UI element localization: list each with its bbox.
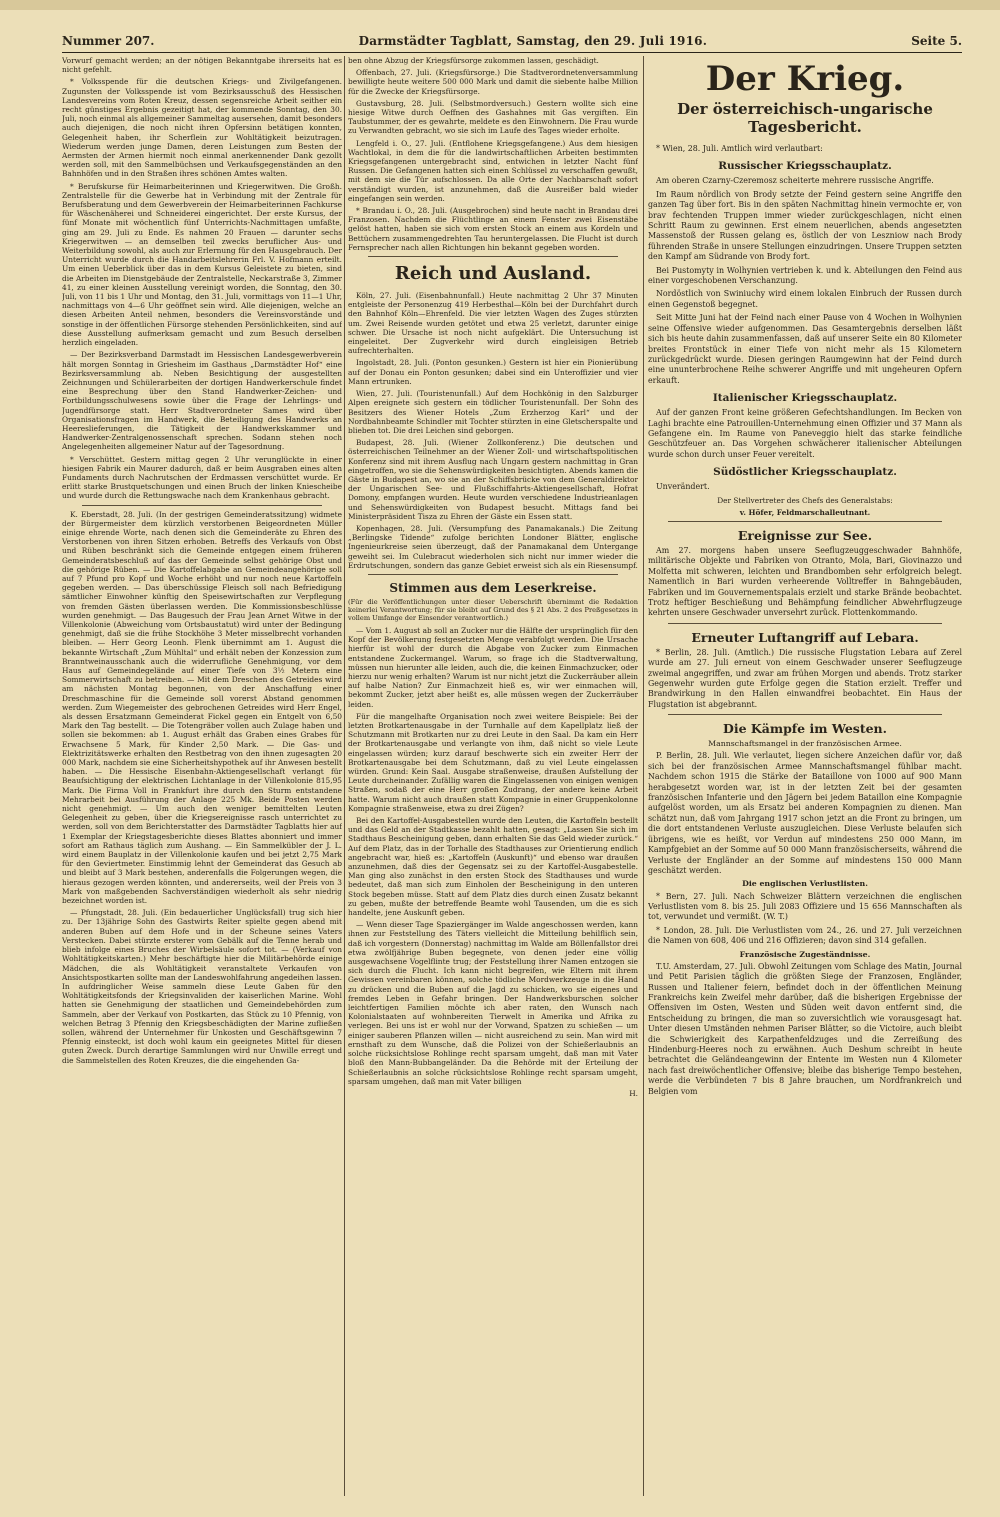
section-headline-leserkreise: Stimmen aus dem Leserkreise. [389, 580, 597, 595]
report-paragraph: Auf der ganzen Front keine größeren Gefechtshandlungen. Im Becken von Laghi brachte eine Patrouillen-Unternehmung einen Offizier und 37 Mann als Gefangene ein. Im Raume von Paneveggio hielt das starke feindliche Geschützfeuer an. Das Vorgehen schwächerer italienischer Abteilungen wurde schon durch unser Feuer vereitelt. [648, 408, 962, 459]
divider [668, 521, 942, 522]
report-paragraph: T.U. Amsterdam, 27. Juli. Obwohl Zeitungen vom Schlage des Matin, Journal und Petit Parisien täglich die größten Siege der Franzosen, Engländer, Russen und Italiener feiern, befindet doch in der öffentlichen Meinung Frankreichs kein Zweifel mehr darüber, daß die bisherigen Ergebnisse der Offensiven im Osten, Westen und Süden weit davon entfernt sind, die Entscheidung zu bringen, die man so zuversichtlich wie vorausgesagt hat. Unter diesen Umständen nehmen Pariser Blätter, so die Victoire, auch bleibt die Schwierigkeit des Karpathenfeldzuges und die Zerreißung des Hindenburg-Heeres noch zu erwähnen. Auch Deshum schreibt in heute betrachtet die Geländeangewinn der Entente im Westen nun 4 Kilometer nach fast dreiwöchentlicher Offensive; bleibe das bisherige Tempo bestehen, werde die Verbündeten 7 bis 8 Jahre brauchen, um Nordfrankreich und Belgien vom [648, 961, 962, 1096]
report-paragraph: Am 27. morgens haben unsere Seeflugzeuggeschwader Bahnhöfe, militärische Objekte und Fabriken von Otranto, Mola, Bari, Giovinazzo und Molfetta mit schweren, leichten und Brandbomben sehr erfolgreich belegt. Namentlich in Bari wurden verheerende Volltreffer in Bahngebäuden, Fabriken und im Gouvernementspalais erzielt und starke Brände beobachtet. Trotz heftiger Beschießung und Behämpfung feindlicher Abwehrflugzeuge kehrten unsere Geschwader unversehrt zurück. Flottenkommando. [648, 545, 962, 618]
article-text: Vorwurf gemacht werden; an der nötigen Bekanntgabe ihrerseits hat es nicht gefehlt. [62, 56, 342, 75]
letter-signature: H. [629, 1088, 638, 1098]
divider [368, 256, 618, 257]
letter-spaziergaenger: — Wenn dieser Tage Spaziergänger im Walde angeschossen werden, kann ihnen zur Feststellung des Täters vielleicht die Mitteilung behilflich sein, daß ich vorgestern (Donnerstag) nachmittag im Walde am Böllenfallstor drei etwa zwölfjährige Buben begegnete, von denen jeder eine völlig ausgewachsene Vogelflinte trug; der Feststellung ihrer Namen entzogen sie sich durch die Flucht. Ich kann nicht begreifen, wie Eltern mit ihrem Gewissen vereinbaren können, solche tödliche Mordwerkzeuge in die Hand zu drücken und die Buben auf die Jagd zu schicken, wo sie eigenes und fremdes Leben in Gefahr bringen. Der Handwerksburschen solcher leichtfertigen Familien möchte ich aber raten, den Wunsch nach Kolonialstaaten auf wohnbereiten Tierwelt in Amerika und Afrika zu verlegen. Bei uns ist er wohl nur der Vorwand, Spatzen zu schießen — um einiger sauberen Pflanzen willen — nicht ausreichend zu sein. Man wird mit ernsthaft zu dem Wunsche, daß die Polizei von der Schießerlaubnis an solche rücksichtslose Rohlinge recht sparsam umgeht, daß man mit Vater bloß den Mann-Bubbangeländer. Da die Behörde mit der Erteilung der Schießerlaubnis an solche rücksichtslose Rohlinge recht sparsam umgeht, sparsam umgehen, daß man mit Vater billigen [348, 920, 638, 1086]
report-paragraph: P. Berlin, 28. Juli. Wie verlautet, liegen sichere Anzeichen dafür vor, daß sich bei der französischen Armee Mannschaftsmangel fühlbar macht. Nachdem schon 1915 die Stärke der Bataillone von 1000 auf 900 Mann herabgesetzt worden war, ist in der letzten Zeit bei der gesamten französischen Infanterie und den Jägern bei jedem Bataillon eine Kompagnie aufgelöst worden, um als Ersatz bei anderen Kompagnien zu dienen. Man schätzt nun, daß vom Jahrgang 1917 schon jetzt an die Front zu bringen, um die dort entstandenen Verluste auszugleichen. Diese Verluste belaufen sich übrigens, wie es heißt, vor Verdun auf mindestens 250 000 Mann, im Kampfgebiet an der Somme auf 50 000 Mann französischerseits, während die Verluste der Engländer an der Somme auf mindestens 150 000 Mann geschätzt werden. [648, 751, 962, 875]
report-paragraph: Am oberen Czarny-Czeremosz scheiterte mehrere russische Angriffe. [656, 176, 934, 186]
subheadline-tagesbericht: Der österreichisch-ungarische Tagesbericht. [677, 100, 933, 136]
section-russischer: Russischer Kriegsschauplatz. [718, 160, 892, 173]
divider [82, 505, 322, 506]
editorial-note: (Für die Veröffentlichungen unter dieser Ueberschrift übernimmt die Redaktion keinerlei Verantwortung; für sie bleibt auf Grund des § 21 Abs. 2 des Preßgesetzes in vollem Umfange der Einsender verantwortlich.) [348, 597, 638, 622]
page-header [62, 30, 962, 53]
article-lengfeld: Lengfeld i. O., 27. Juli. (Entflohene Kriegsgefangene.) Aus dem hiesigen Wachtlokal, in dem die für die landwirtschaftlichen Arbeiten bestimmten Kriegsgefangenen untergebracht sind, entwichen in letzter Nacht fünf Russen. Die Gefangenen hatten sich einen Schlüssel zu verschaffen gewußt, mit dem sie die Tür aufschlossen. Da alle Orte der Nachbarschaft sofort verständigt wurden, ist anzunehmen, daß die Ausreißer bald wieder eingefangen sein werden. [348, 138, 638, 203]
article-eberstadt: K. Eberstadt, 28. Juli. (In der gestrigen Gemeinderatssitzung) widmete der Bürgermeister dem kürzlich verstorbenen Beigeordneten Müller einige ehrende Worte, nach denen sich die Gemeinderäte zu Ehren des Verstorbenen von ihren Sitzen erhoben. Betreffs des Verkaufs von Obst und Rüben beschränkt sich die Gemeinde entgegen einem früheren Gemeinderatsbeschluß auf das der Gemeinde selbst gehörige Obst und die gehörige Rüben. — Die Kartoffelabgabe an Gemeindeangehörige soll auf 7 Pfund pro Kopf und Woche erhöht und nur noch neue Kartoffeln gegeben werden. — Das überschüssige Fleisch soll nach Befriedigung sämtlicher Einwohner künftig den Speisewirtschaften zur Verpflegung von fremden Gästen überlassen werden. Die Kommissionsbeschlüsse wurden genehmigt. — Das Baugesuch der Frau Jean Arnet Witwe in der Villenkolonie (Abweichung vom Ortsbaustatut) wird unter der Bedingung genehmigt, daß sie die frühe Stockhöhe 3 Meter misselbrecht vorhanden bleiben. — Herr Georg Leonh. Flenk übernimmt am 1. August die bekannte Wirtschaft „Zum Mühltal“ und erhält neben der Konzession zum Branntweinausschank auch die widerrufliche Genehmigung, vor dem Haus auf Gemeindegelände auf einer Tiefe von 3½ Metern eine Sommerwirtschaft zu betreiben. — Mit dem Dreschen des Getreides wird am nächsten Montag begonnen, von der Anschaffung einer Dreschmaschine für die Gemeinde soll vorerst Abstand genommen werden. Zum Wiegemeister des gebrochenen Getreides wird Herr Engel, als dessen Ersatzmann Gemeinderat Fickel gegen ein Entgelt von 6,50 Mark den Tag bestellt. — Die Totengräber vollen auch Zulage haben und sollen sie bekommen: ab 1. August erhält das Graben eines Grabes für Erwachsene 5 Mark, für Kinder 2,50 Mark. — Die Gas- und Elektrizitätswerke erhalten den Restbetrag von den ihnen zugesagten 20 000 Mark, nachdem sie eine Sicherheitshypothek auf ihr Anwesen bestellt haben. — Die Hessische Eisenbahn-Aktiengesellschaft verlangt für Beaufsichtigung der elektrischen Lichtanlage in der Villenkolonie 815,95 Mark. Die Firma Voll in Frankfurt ihre durch den Sturm entstandene Mehrarbeit bei Ausführung der Anlage 225 Mk. Beide Posten werden nicht genehmigt. — Um auch den weniger bemittelten Leuten Gelegenheit zu geben, über die Kriegsereignisse rasch unterrichtet zu werden, soll von dem Berichterstatter des Darmstädter Tagblatts hier auf 1 Exemplar der Kriegstagesberichte dieses Blattes abonniert und immer sofort am Rathaus täglich zum Aushang. — Ein Sammelkübler der J. L. wird einem Bauplatz in der Villenkolonie kaufen und bei jetzt 2,75 Mark für den Geviertmeter. Einstimmig lehnt der Gemeinderat das Gesuch ab und bleibt auf 3 Mark bestehen, anderenfalls die Folgerungen wegen, die hieraus gezogen werden könnten, und andererseits, weil der Preis von 3 Mark von maßgebenden Sachverständigen wiederholt als sehr niedrig bezeichnet worden ist. [62, 509, 342, 906]
article-koeln: Köln, 27. Juli. (Eisenbahnunfall.) Heute nachmittag 2 Uhr 37 Minuten entgleiste der Personenzug 419 Herbesthal—Köln bei der Durchfahrt durch den Bahnhof Köln—Ehrenfeld. Die vier letzten Wagen des Zuges stürzten um. Zwei Reisende wurden getötet und etwa 25 verletzt, darunter einige schwer. Die Ursache ist noch nicht aufgeklärt. Die Untersuchung ist eingeleitet. Der Zugverkehr wird durch eingleisigen Betrieb aufrechterhalten. [348, 291, 638, 356]
article-budapest: Budapest, 28. Juli. (Wiener Zollkonferenz.) Die deutschen und österreichischen Teilnehmer an der Wiener Zoll- und wirtschaftspolitischen Konferenz sind mit ihrem Ausflug nach Ungarn gestern nachmittag in Gran eingetroffen, wo sie die Sehenswürdigkeiten besichtigten. Abends kamen die Gäste in Budapest an, wo sie an der Schiffsbrücke von dem Generaldirektor der Ungarischen See- und Flußschiffahrts-Aktiengesellschaft, Hofrat Domony, empfangen wurden. Heute wurden verschiedene Industrieanlagen und Sehenswürdigkeiten von Budapest besucht. Mittags fand bei Ministerpräsident Tisza zu Ehren der Gäste ein Essen statt. [348, 438, 638, 521]
column-left [62, 56, 342, 1496]
article-verschuettet: * Verschüttet. Gestern mittag gegen 2 Uhr verunglückte in einer hiesigen Fabrik ein Maurer dadurch, daß er beim Ausgraben eines alten Fundaments durch Nachrutschen der Erdmassen verschüttet wurde. Er erlitt starke Brustquetschungen und einen Bruch der linken Kniescheibe und wurde durch die Rettungswache nach dem Krankenhaus gebracht. [62, 454, 342, 501]
report-paragraph: Unverändert. [656, 482, 710, 492]
section-italienischer: Italienischer Kriegsschauplatz. [712, 392, 898, 405]
article-pfungstadt: — Pfungstadt, 28. Juli. (Ein bedauerlicher Unglücksfall) trug sich hier zu. Der 13jährige Sohn des Gastwirts Reiter spielte gegen abend mit anderen Buben auf dem Hofe und in der Scheune seines Vaters Verstecken. Dabei stürzte ersterer vom Gebälk auf die Tenne herab und blieb infolge eines Bruches der Wirbelsäule sofort tot. — (Verkauf von Wohltätigkeitskarten.) Mehr beschäftigte hier die Militärbehörde einige Mädchen, die als Wohltätigkeit veranstaltete Verkaufen von Ansichtspostkarten sollte man der Landeswohlfahrung angedeihen lassen. In aufdringlicher Weise sammeln diese Leute Gaben für den Wohltätigkeitsfonds der Kriegsinvaliden der kaiserlichen Marine. Wohl hatten sie Genehmigung der staatlichen und Gemeindebehörden zum Sammeln, aber der Verkauf von Postkarten, das Stück zu 10 Pfennig, von welchen Betrag 3 Pfennig den Kriegsbeschädigten der Marine zufließen sollen, während der Unternehmer für Unkosten und Geschäftsgewinn 7 Pfennig einsteckt, ist doch wohl kaum ein geeignetes Mittel für diesen guten Zweck. Durch derartige Sammlungen wird nur Unwille erregt und die Sammelstellen des Roten Kreuzes, die die eingehenden Ga- [62, 908, 342, 1065]
divider [668, 623, 942, 624]
section-headline-reich: Reich und Ausland. [394, 263, 592, 285]
divider [368, 574, 618, 575]
section-suedoestlicher: Südöstlicher Kriegsschauplatz. [713, 466, 897, 479]
letter-zucker: — Vom 1. August ab soll an Zucker nur die Hälfte der ursprünglich für den Kopf der Bevölkerung festgesetzten Menge verabfolgt werden. Die Ursache hierfür ist wohl der durch die Abgabe von Zucker zum Einmachen entstandene Zuckermangel. Warum, so frage ich die Stadtverwaltung, müssen nun hierunter alle leiden, auch die, die keinen Einmachzucker, oder hierzu nur wenig erhalten? Warum ist nur nicht jetzt die Zuckerräuber allein auf halbe Nation? Zur Einmachzeit hieß es, wir wer einmachen will, bekommt Zucker, jetzt aber heißt es, alle müssen wegen der Zuckerräuber leiden. [348, 625, 638, 709]
article-berufskurse: * Berufskurse für Heimarbeiterinnen und Kriegerwitwen. Die Großh. Zentralstelle für die Gewerbe hat in Verbindung mit der Zentrale für Berufsberatung und dem Gewerbverein der Heimarbeiterinnen Fachkurse für Wäschenäherei und Schneiderei eingerichtet. Der erste Kursus, der fünf Monate mit wöchentlich fünf Unterrichts-Nachmittagen umfaßte, ging am 29. Juli zu Ende. Es nahmen 20 Frauen — darunter sechs Kriegerwitwen — an demselben teil zwecks beruflicher Aus- und Weiterbildung sowohl, als auch zur Erlernung für den Hausgebrauch. Der Unterricht wurde durch die Handarbeitslehrerin Frl. V. Hofmann erteilt. Um einen Ueberblick über das in dem Kursus Geleistete zu bieten, sind die Arbeiten im Dienstgebäude der Zentralstelle, Neckarstraße 3, Zimmer 41, zu einer kleinen Ausstellung vereinigt worden, die Sonntag, den 30. Juli, von 11 bis 1 Uhr und Montag, den 31. Juli, vormittags von 11—1 Uhr, nachmittags von 4—6 Uhr geöffnet sein wird. Alle diejenigen, welche an diesen Arbeiten Anteil nehmen, besonders die Vereinsvorstände und sonstige in der öffentlichen Fürsorge stehenden Persönlichkeiten, sind auf diese Ausstellung aufmerksam gemacht und zum Besuch derselben herzlich eingeladen. [62, 181, 342, 348]
section-see: Ereignisse zur See. [737, 527, 873, 543]
report-paragraph: Bei Pustomyty in Wolhynien vertrieben k. und k. Abteilungen den Feind aus einer vorgeschobenen Verschanzung. [648, 265, 962, 286]
section-westen: Die Kämpfe im Westen. [722, 721, 887, 737]
report-paragraph: * London, 28. Juli. Die Verlustlisten vom 24., 26. und 27. Juli verzeichnen die Namen von 608, 406 und 216 Offizieren; davon sind 314 gefallen. [648, 925, 962, 946]
report-paragraph: Nordöstlich von Swiniuchy wird einem lokalen Einbruch der Russen durch einen Gegenstoß begegnet. [648, 289, 962, 309]
page-top-edge [0, 0, 1000, 10]
article-volksspende: * Volksspende für die deutschen Kriegs- und Zivilgefangenen. Zugunsten der Volksspende ist vom Bezirksausschuß des Hessischen Landesvereins vom Roten Kreuz, dessen segensreiche Arbeit seither ein recht günstiges Ergebnis gezeitigt hat, der kommende Sonntag, den 30. Juli, noch einmal als allgemeiner Sammeltag ausersehen, damit besonders auch diejenigen, die noch nicht ihren Opfersinn betätigen konnten, Gelegenheit haben, ihr Scherflein zur Wohltätigkeit beizutragen. Wiederum werden junge Damen, deren Leistungen zum Besten der Aermsten der Armen hiermit noch einmal anerkennender Dank gezollt werden soll, mit den Sammelbüchsen und Verkaufsgegenständen an den Bahnhöfen und in den Straßen ihres schönen Amtes walten. [62, 77, 342, 179]
page-number: Seite 5. [911, 34, 962, 48]
article-wien: Wien, 27. Juli. (Touristenunfall.) Auf dem Hochkönig in den Salzburger Alpen ereignete sich gestern ein tödlicher Touristenunfall. Der Sohn des Besitzers des Wiener Hotels „Zum Erzherzog Karl“ und der Nordbahnbeamte Schindler mit Tochter stürzten in eine Gletscherspalte und blieben tot. Die drei Leichen sind geborgen. [348, 389, 638, 435]
article-offenbach: Offenbach, 27. Juli. (Kriegsfürsorge.) Die Stadtverordnetenversammlung bewilligte heute weitere 500 000 Mark und damit die siebente halbe Million für die Zwecke der Kriegsfürsorge. [348, 68, 638, 96]
section-verlustlisten: Die englischen Verlustlisten. [742, 879, 868, 889]
section-zugestaendnisse: Französische Zugeständnisse. [739, 949, 871, 959]
article-kopenhagen: Kopenhagen, 28. Juli. (Versumpfung des Panamakanals.) Die Zeitung „Berlingske Tidende“ zufolge berichten Londoner Blätter, englische Ingenieurkreise seien überzeugt, daß der Panamakanal dem Untergange geweiht sei. Im Culebracut wiederholen sich nicht nur immer wieder die Erdrutschungen, sondern das ganze Gebiet erweist sich als ein Riesensumpf. [348, 523, 638, 570]
article-gustavsburg: Gustavsburg, 28. Juli. (Selbstmordversuch.) Gestern wollte sich eine hiesige Witwe durch Oeffnen des Gashahnes mit Gas vergiften. Ein Taubstummer, der es gewahrte, meldete es den Einwohnern. Die Frau wurde zu Verwandten gebracht, wo sie sich im Laufe des Tages wieder erholte. [348, 98, 638, 136]
issue-number: Nummer 207. [62, 34, 155, 48]
letter-organisation: Für die mangelhafte Organisation noch zwei weitere Beispiele: Bei der letzten Brotkartenausgabe in der Turnhalle auf dem Kapellplatz ließ der Schutzmann mit Brotkarten nur zu drei Leute in den Saal. Da kam ein Herr der Brotkartenausgabe und verlangte von ihm, daß nicht so viele Leute eingelassen würden; kurz darauf beschwerte sich ein zweiter Herr der Brotkartenausgabe bei dem Schutzmann, daß zu viel Leute eingelassen würden. Grund: Kein Saal. Ausgabe straßenweise, draußen Aufstellung der Leute durcheinander. Zufällig waren die Eingelassenen von einigen wenigen Straßen, sodaß der eine Herr großen Zudrang, der andere keine Arbeit hatte. Warum nicht auch draußen statt Kompagnie in einer Gruppenkolonne Kompagnie straßenweise, etwa zu drei Zügen? [348, 711, 638, 813]
column-rule-2 [643, 56, 644, 1496]
report-paragraph: * Berlin, 28. Juli. (Amtlich.) Die russische Flugstation Lebara auf Zerel wurde am 27. Juli erneut von einem Geschwader unserer Seeflugzeuge zweimal angegriffen, und zwar am frühen Morgen und abends. Trotz starker Gegenwehr wurden gute Erfolge gegen die Station erzielt. Treffer und Brandwirkung in den Hallen einwandfrei beobachtet. Ein Haus der Flugstation ist abgebrannt. [648, 647, 962, 709]
signature-line-2: v. Höfer, Feldmarschalleutnant. [739, 507, 871, 517]
headline-der-krieg: Der Krieg. [705, 59, 905, 99]
article-brandau: * Brandau i. O., 28. Juli. (Ausgebrochen) sind heute nacht in Brandau drei Franzosen. Nachdem die Flüchtlinge an einem Fenster zwei Eisenstäbe gelöst hatten, haben sie sich vom ersten Stock an einem aus Kordeln und Bettüchern zusammengedrehten Tau heruntergelassen. Die Flucht ist durch Fernsprecher nach allen Richtungen hin bekannt gegeben worden. [348, 206, 638, 252]
divider [668, 714, 942, 715]
report-paragraph: Im Raum nördlich von Brody setzte der Feind gestern seine Angriffe den ganzen Tag über fort. Bis in den späten Nachmittag hinein vermochte er, von brav fechtenden Truppen immer wieder zurückgeschlagen, nicht einen Schritt Raum zu gewinnen. Erst einem neuerlichen, abends angesetzten Massenstoß der Russen gelang es, östlich der von Leszniow nach Brody führenden Straße in unsere Stellungen einzudringen. Unsere Truppen setzten den Kampf am Südrande von Brody fort. [648, 189, 962, 262]
signature-line-1: Der Stellvertreter des Chefs des Generalstabs: [717, 495, 893, 505]
column-middle [348, 56, 638, 1496]
letter-kartoffel: Bei den Kartoffel-Ausgabestellen wurde den Leuten, die Kartoffeln bestellt und das Geld an der Stadtkasse bezahlt hatten, gesagt: „Lassen Sie sich im Stadthaus Bescheinigung geben, dann erhalten Sie das Geld wieder zurück.“ Auf dem Platz, das in der Torhalle des Stadthauses zur Orientierung endlich angebracht war, hieß es: „Kartoffeln (Auskunft)“ und ebenso war draußen anzunehmen, daß dies der Gegensatz sei zu der Kartoffel-Ausgabestelle. Man ging also zunächst in den ersten Stock des Stadthauses und wurde bedeutet, daß man sich zum Einholen der Bescheinigung in den unteren Stock begeben müsse. Statt auf dem Platz dies durch einen Zusatz bekannt zu geben, mußte der betreffende Beamte wohl Tausenden, um die es sich handelte, jene Auskunft geben. [348, 816, 638, 918]
report-paragraph: Seit Mitte Juni hat der Feind nach einer Pause von 4 Wochen in Wolhynien seine Offensive wieder aufgenommen. Das Gesamtergebnis derselben läßt sich bis heute dahin zusammenfassen, daß auf unserer Seite ein 80 Kilometer breites Frontstück in einer Tiefe von nicht mehr als 15 Kilometern zurückgedrückt wurde. Diesen geringen Raumgewinn hat der Feind durch eine ununterbrochene Reihe schwerer Angriffe und mit ungeheuren Opfern erkauft. [648, 313, 962, 385]
column-right [648, 56, 962, 1496]
section-westen-subtitle: Mannschaftsmangel in der französischen Armee. [708, 739, 902, 749]
article-ingolstadt: Ingolstadt, 28. Juli. (Ponton gesunken.) Gestern ist hier ein Pionierübung auf der Donau ein Ponton gesunken; dabei sind ein Unteroffizier und vier Mann ertrunken. [348, 358, 638, 386]
report-paragraph: * Bern, 27. Juli. Nach Schweizer Blättern verzeichnen die englischen Verlustlisten vom 8. bis 25. Juli 2083 Offiziere und 15 656 Mannschaften als tot, verwundet und vermißt. (W. T.) [648, 891, 962, 922]
dateline: * Wien, 28. Juli. Amtlich wird verlautbart: [656, 144, 823, 153]
article-bezirksverband: — Der Bezirksverband Darmstadt im Hessischen Landesgewerbverein hält morgen Sonntag in Griesheim im Gasthaus „Darmstädter Hof“ eine Bezirksversammlung ab. Neben Besichtigung der ausgestellten Zeichnungen und Schülerarbeiten der dortigen Handwerkerschule findet eine Besprechung über den Stand Handwerker-Zeichen- und Fortbildungsschulwesens sowie über die Frage der Lehrlings- und Jugendfürsorge statt. Herr Stadtverordneter Sames wird über Organisationsfragen im Handwerk, die Beteiligung des Handwerks an Heereslieferungen, die Tätigkeit der Handwerkskammer und Handwerker-Zentralgenossenschaft sprechen. Sodann stehen noch Angelegenheiten allgemeiner Natur auf der Tagesordnung. [62, 350, 342, 452]
column-rule-1 [344, 56, 345, 1496]
masthead-date: Darmstädter Tagblatt, Samstag, den 29. Juli 1916. [358, 34, 708, 48]
section-luftangriff: Erneuter Luftangriff auf Lebara. [691, 629, 919, 645]
article-text: ben ohne Abzug der Kriegsfürsorge zukommen lassen, geschädigt. [348, 56, 599, 65]
